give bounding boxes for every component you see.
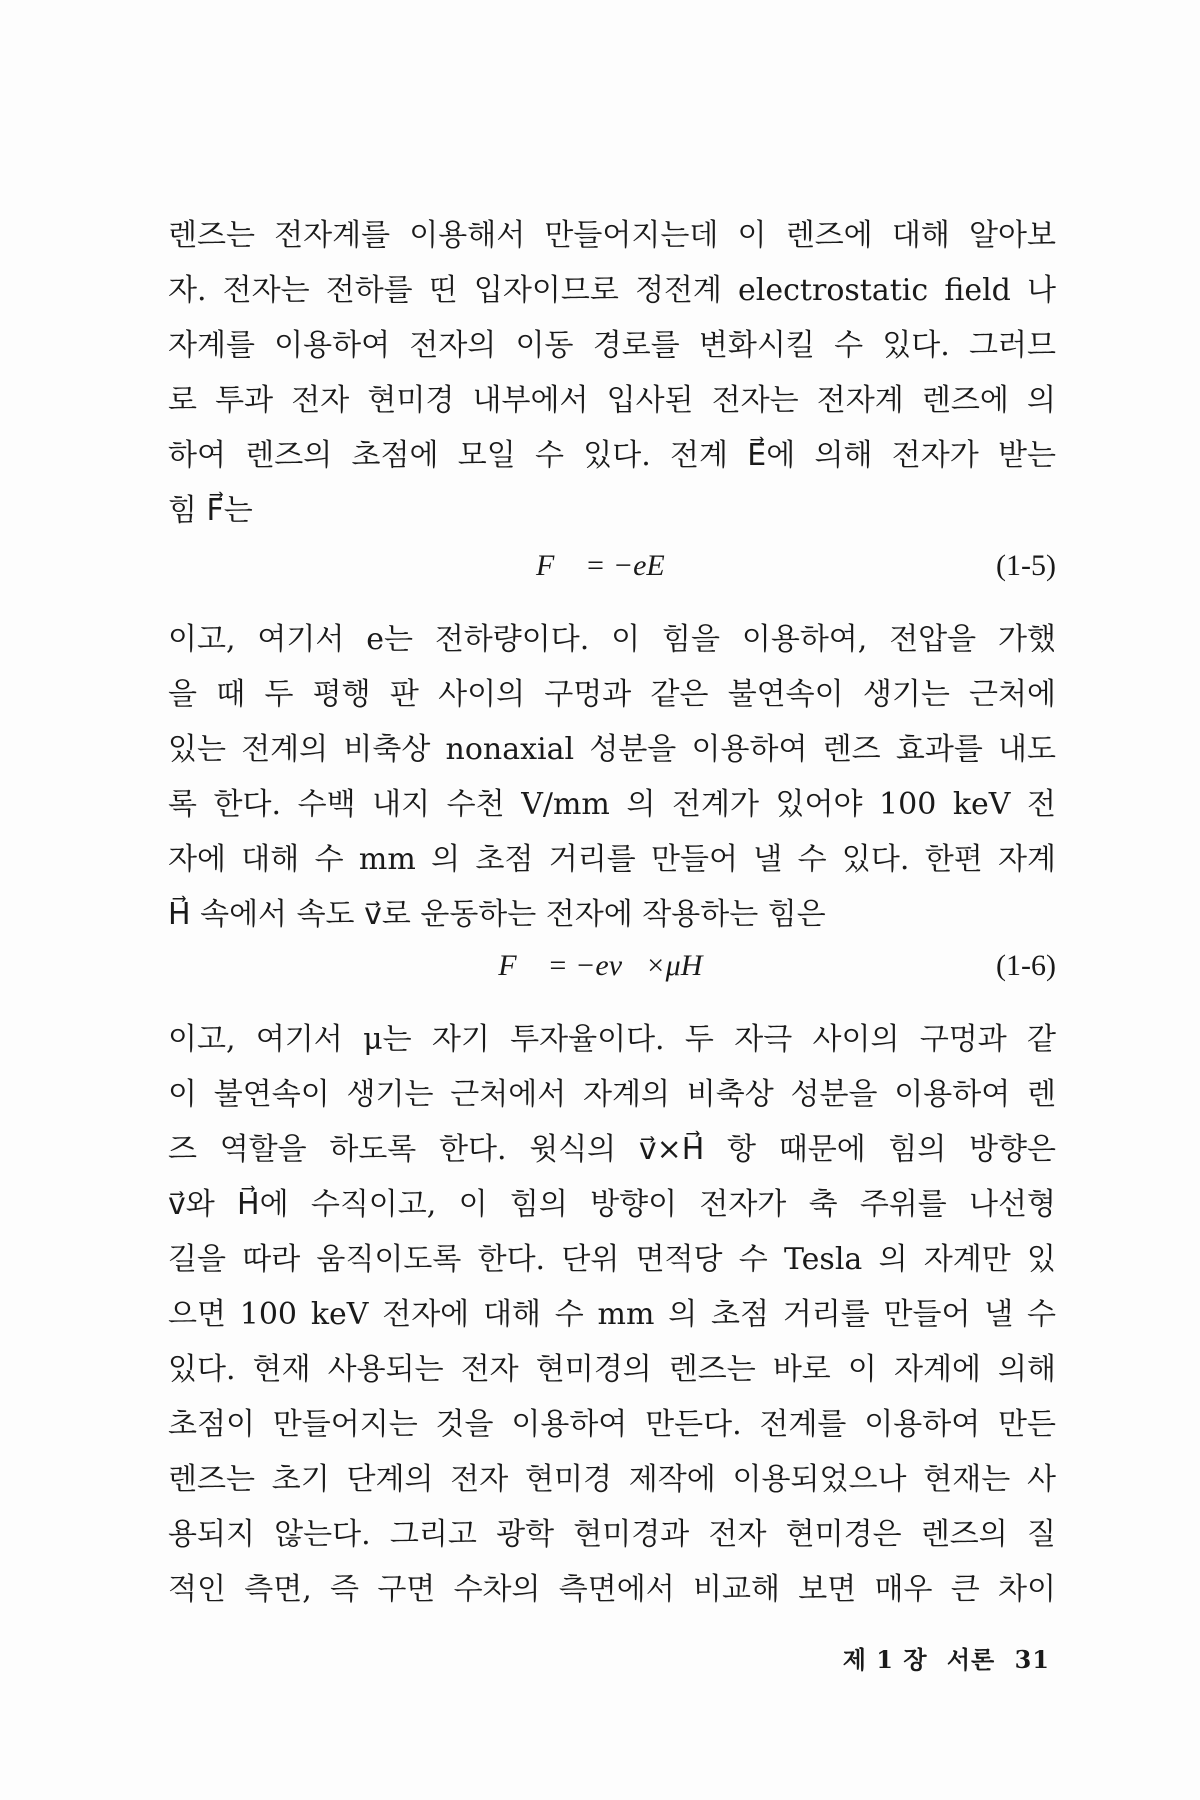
text-line: 을 때 두 평행 판 사이의 구멍과 같은 불연속이 생기는 근처에 <box>168 677 1056 712</box>
text-line: H⃗ 속에서 속도 v⃗로 운동하는 전자에 작용하는 힘은 <box>168 897 826 932</box>
text-line: 로 투과 전자 현미경 내부에서 입사된 전자는 전자계 렌즈에 의 <box>168 383 1056 418</box>
text-line: 용되지 않는다. 그리고 광학 현미경과 전자 현미경은 렌즈의 질 <box>168 1517 1056 1552</box>
paragraph-electric-lens <box>168 612 1056 942</box>
text-line: 이고, 여기서 e는 전하량이다. 이 힘을 이용하여, 전압을 가했 <box>168 622 1056 657</box>
text-line: 자계를 이용하여 전자의 이동 경로를 변화시킬 수 있다. 그러므 <box>168 328 1056 363</box>
text-line: 길을 따라 움직이도록 한다. 단위 면적당 수 Tesla 의 자계만 있 <box>168 1242 1056 1277</box>
text-line: 있다. 현재 사용되는 전자 현미경의 렌즈는 바로 이 자계에 의해 <box>168 1352 1056 1387</box>
paragraph-magnetic-lens <box>168 1012 1056 1617</box>
text-line: 즈 역할을 하도록 한다. 윗식의 v⃗×H⃗ 항 때문에 힘의 방향은 <box>168 1132 1056 1167</box>
text-line: 하여 렌즈의 초점에 모일 수 있다. 전계 E⃗에 의해 전자가 받는 <box>168 438 1056 473</box>
chapter-title: 서론 <box>946 1645 996 1674</box>
page-number: 31 <box>1014 1645 1050 1674</box>
text-line: 적인 측면, 즉 구면 수차의 측면에서 비교해 보면 매우 큰 차이 <box>168 1572 1056 1607</box>
text-line: 초점이 만들어지는 것을 이용하여 만든다. 전계를 이용하여 만든 <box>168 1407 1056 1442</box>
equation-1-6 <box>168 938 1056 993</box>
text-line: 렌즈는 전자계를 이용해서 만들어지는데 이 렌즈에 대해 알아보 <box>168 218 1056 253</box>
equation-number: (1-6) <box>996 949 1056 982</box>
equation-body: F⃗ = −ev⃗×μH⃗ <box>498 949 726 982</box>
text-line: 이고, 여기서 μ는 자기 투자율이다. 두 자극 사이의 구멍과 같 <box>168 1022 1056 1057</box>
text-line: 자에 대해 수 mm 의 초점 거리를 만들어 낼 수 있다. 한편 자계 <box>168 842 1056 877</box>
text-line: 이 불연속이 생기는 근처에서 자계의 비축상 성분을 이용하여 렌 <box>168 1077 1056 1112</box>
paragraph-lens-intro <box>168 208 1056 538</box>
text-line: 록 한다. 수백 내지 수천 V/mm 의 전계가 있어야 100 keV 전 <box>168 787 1056 822</box>
text-line: 렌즈는 초기 단계의 전자 현미경 제작에 이용되었으나 현재는 사 <box>168 1462 1056 1497</box>
equation-1-5 <box>168 538 1056 593</box>
page-footer <box>833 1640 1050 1675</box>
equation-number: (1-5) <box>996 549 1056 582</box>
text-line: v⃗와 H⃗에 수직이고, 이 힘의 방향이 전자가 축 주위를 나선형 <box>168 1187 1056 1222</box>
text-line: 으면 100 keV 전자에 대해 수 mm 의 초점 거리를 만들어 낼 수 <box>168 1297 1056 1332</box>
equation-body: F⃗ = −eE⃗ <box>535 549 689 582</box>
text-line: 힘 F⃗는 <box>168 493 253 528</box>
text-line: 있는 전계의 비축상 nonaxial 성분을 이용하여 렌즈 효과를 내도 <box>168 732 1056 767</box>
text-line: 자. 전자는 전하를 띤 입자이므로 정전계 electrostatic field 나 <box>168 273 1056 308</box>
chapter-label: 제 1 장 <box>842 1645 928 1674</box>
